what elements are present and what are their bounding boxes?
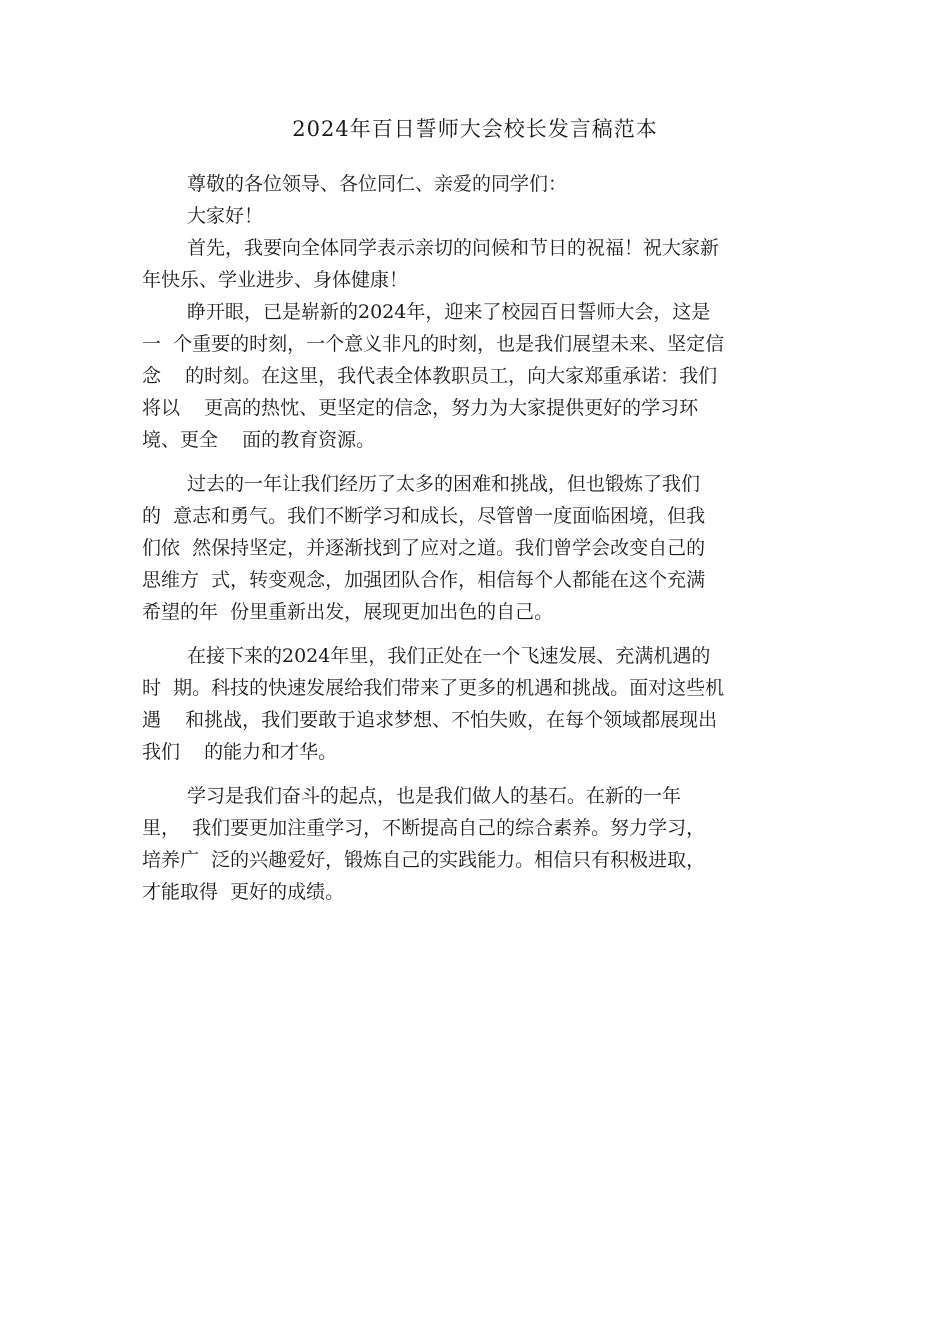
text-line: 希望的年 份里重新出发，展现更加出色的自己。 [142,601,554,623]
text-line: 将以 更高的热忱、更坚定的信念，努力为大家提供更好的学习环 [142,397,699,419]
paragraph-gap [142,456,810,468]
text-line: 年快乐、学业进步、身体健康！ [142,269,409,291]
text-line: 才能取得 更好的成绩。 [142,881,345,903]
text-line: 们依 然保持坚定，并逐渐找到了应对之道。我们曾学会改变自己的 [142,537,706,559]
paragraph-past-year [142,468,810,628]
text-line: 一 个重要的时刻，一个意义非凡的时刻，也是我们展望未来、坚定信 [142,333,725,355]
text-line: 学习是我们奋斗的起点，也是我们做人的基石。在新的一年 [187,785,682,807]
text-line: 的 意志和勇气。我们不断学习和成长，尽管曾一度面临困境，但我 [142,505,706,527]
text-line: 首先，我要向全体同学表示亲切的问候和节日的祝福！祝大家新 [187,237,720,259]
text-line: 遇 和挑战，我们要敢于追求梦想、不怕失败，在每个领域都展现出 [142,709,718,731]
paragraph-study [142,780,810,908]
text-line: 过去的一年让我们经历了太多的困难和挑战，但也锻炼了我们 [187,473,701,495]
paragraph-gap [142,628,810,640]
text-line: 大家好！ [187,205,264,227]
text-line: 在接下来的2024年里，我们正处在一个飞速发展、充满机遇的 [187,645,711,667]
document-body [142,168,810,908]
text-line: 培养广 泛的兴趣爱好，锻炼自己的实践能力。相信只有积极进取， [142,849,706,871]
document-title: 2024年百日誓师大会校长发言稿范本 [292,117,658,141]
paragraph-gap [142,768,810,780]
text-line: 睁开眼，已是崭新的2024年，迎来了校园百日誓师大会，这是 [187,301,711,323]
paragraph-blessing [142,232,810,296]
text-line: 境、更全 面的教育资源。 [142,429,376,451]
paragraph-greeting [142,168,810,200]
paragraph-new-year [142,296,810,456]
text-line: 念 的时刻。在这里，我代表全体教职员工，向大家郑重承诺：我们 [142,365,718,387]
text-line: 时 期。科技的快速发展给我们带来了更多的机遇和挑战。面对这些机 [142,677,725,699]
text-line: 里， 我们要更加注重学习，不断提高自己的综合素养。努力学习， [142,817,706,839]
text-line: 我们 的能力和才华。 [142,741,338,763]
text-line: 尊敬的各位领导、各位同仁、亲爱的同学们： [187,173,568,195]
paragraph-hello [142,200,810,232]
paragraph-next-year [142,640,810,768]
text-line: 思维方 式，转变观念，加强团队合作，相信每个人都能在这个充满 [142,569,706,591]
